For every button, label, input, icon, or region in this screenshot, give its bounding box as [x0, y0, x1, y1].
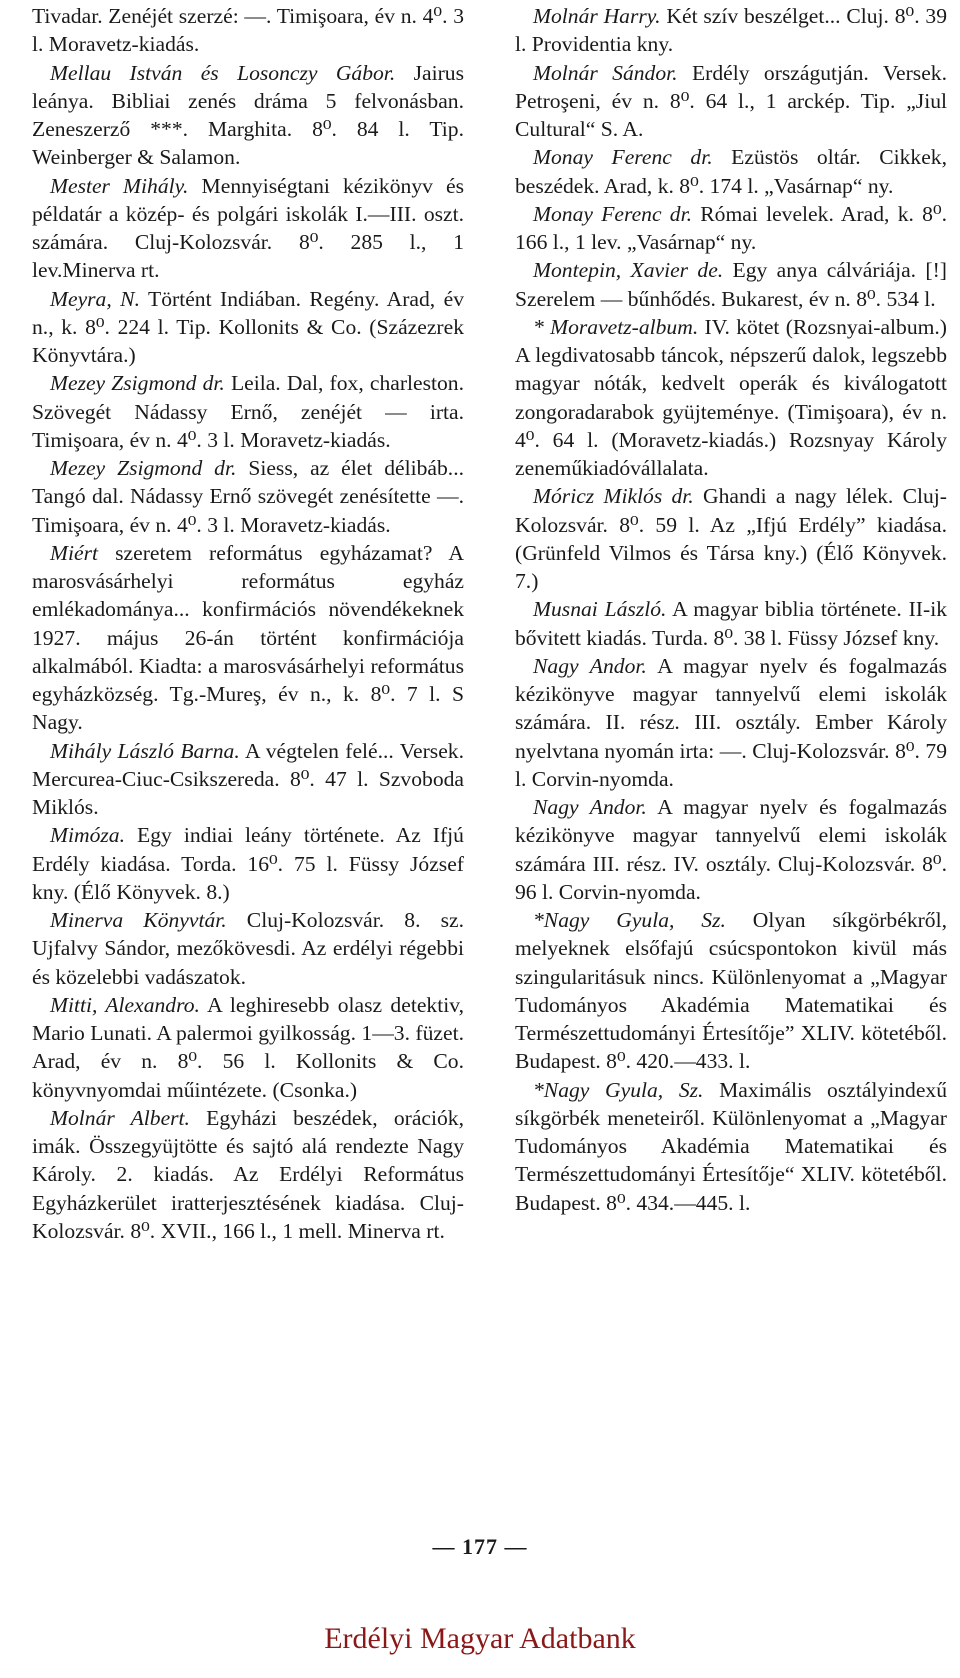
entry-text: Mennyiségtani kézikönyv és példatár a közép- és polgári iskolák I.—III. oszt. számára. Cluj-Kolozsvár. 8⁰. 285 l., 1 lev.Minerva rt. [32, 173, 464, 283]
entry-author: Mezey Zsigmond dr. [50, 456, 237, 480]
entry-author: Mitti, Alexandro. [50, 992, 200, 1017]
entry-author: Miért [50, 540, 98, 565]
entry-text: Jairus leánya. Bibliai zenés dráma 5 felvonásban. Zeneszerző ***. Marghita. 8⁰. 84 l. Tip. Weinberger & Salamon. [32, 60, 464, 170]
bibliography-entry [32, 1104, 464, 1245]
bibliography-entry [32, 821, 464, 906]
page-number: — 177 — [432, 1534, 528, 1559]
entry-text: Tivadar. Zenéjét szerzé: —. Timişoara, év n. 4⁰. 3 l. Moravetz-kiadás. [32, 4, 464, 57]
entry-author: Mihály László Barna. [50, 738, 240, 763]
entry-author: Molnár Sándor. [533, 60, 678, 85]
entry-author: * Moravetz-album. [533, 314, 699, 339]
entry-text: A végtelen felé... Versek. Mercurea-Ciuc-Csikszereda. 8⁰. 47 l. Szvoboda Miklós. [32, 738, 464, 819]
entry-text: Olyan síkgörbékről, melyeknek elsőfajú csúcspontokon kivül más szingularitásuk nincs. Különlenyomat a „Magyar Tudományos Akadémia Matematikai és Természettudományi Értesítője” XLIV. kötetéből. Budapest. 8⁰. 420.—433. l. [515, 908, 947, 1074]
bibliography-entry [32, 59, 464, 172]
entry-author: Meyra, N. [50, 286, 140, 311]
bibliography-entry [515, 143, 947, 200]
entry-text: Két szív beszélget... Cluj. 8⁰. 39 l. Providentia kny. [515, 4, 947, 57]
right-column [515, 2, 947, 1217]
entry-text: Maximális osztályindexű síkgörbék meneteiről. Különlenyomat a „Magyar Tudományos Akadémia Matematikai és Természettudományi Értesítője“ XLIV. kötetéből. Budapest. 8⁰. 434.—445. l. [515, 1077, 947, 1215]
bibliography-entry [515, 2, 947, 59]
bibliography-entry [515, 793, 947, 906]
entry-author: *Nagy Gyula, Sz. [533, 908, 726, 932]
bibliography-entry [32, 991, 464, 1104]
entry-text: Siess, az élet délibáb... Tangó dal. Nádassy Ernő szövegét zenésítette —. Timişoara, év n. 4⁰. 3 l. Moravetz-kiadás. [32, 456, 465, 537]
entry-text: A leghiresebb olasz detektiv, Mario Lunati. A palermoi gyilkosság. 1—3. füzet. Arad, év n. 8⁰. 56 l. Kollonits & Co. könyvnyomdai műintézete. (Csonka.) [32, 992, 464, 1102]
entry-text: A magyar nyelv és fogalmazás kézikönyve magyar tannyelvű elemi iskolák számára. II. rész. III. osztály. Ember Károly nyelvtana nyomán irta: —. Cluj-Kolozsvár. 8⁰. 79 l. Corvin-nyomda. [515, 653, 947, 791]
entry-text: Egy indiai leány története. Az Ifjú Erdély kiadása. Torda. 16⁰. 75 l. Füssy József kny. (Élő Könyvek. 8.) [32, 823, 464, 904]
bibliography-entry [515, 652, 947, 793]
entry-author: Monay Ferenc dr. [533, 145, 713, 170]
entry-text: A magyar nyelv és fogalmazás kézikönyve magyar tannyelvű elemi iskolák számára III. rész. IV. osztály. Cluj-Kolozsvár. 8⁰. 96 l. Corvin-nyomda. [515, 795, 947, 904]
entry-author: Mimóza. [50, 823, 125, 848]
entry-author: *Nagy Gyula, Sz. [533, 1077, 704, 1102]
bibliography-entry [515, 200, 947, 257]
bibliography-entry [32, 539, 464, 737]
bibliography-entry [32, 454, 464, 539]
entry-text: szeretem református egyházamat? A marosvásárhelyi református egyház emlékadománya... konfirmációs növendékeknek 1927. május 26-án történt konfirmációja alkalmából. Kiadta: a marosvásárhelyi református egyházközség. Tg.-Mureş, év n., k. 8⁰. 7 l. S Nagy. [32, 540, 464, 735]
bibliography-entry [515, 906, 947, 1076]
entry-author: Mezey Zsigmond dr. [50, 371, 225, 396]
bibliography-entry [515, 313, 947, 483]
entry-author: Minerva Könyvtár. [50, 908, 227, 932]
bibliography-entry [515, 1076, 947, 1217]
left-column [32, 2, 464, 1245]
footer-brand: Erdélyi Magyar Adatbank [324, 1622, 636, 1655]
entry-author: Monay Ferenc dr. [533, 201, 693, 226]
entry-text: Leila. Dal, fox, charleston. Szövegét Nádassy Ernő, zenéjét — irta. Timişoara, év n. 4⁰. 3 l. Moravetz-kiadás. [32, 371, 464, 452]
entry-text: Ghandi a nagy lélek. Cluj-Kolozsvár. 8⁰. 59 l. Az „Ifjú Erdély” kiadása. (Grünfeld Vilmos és Társa kny.) (Élő Könyvek. 7.) [515, 484, 947, 593]
entry-text: Cluj-Kolozsvár. 8. sz. Ujfalvy Sándor, mezőkövesdi. Az erdélyi régebbi és közelebbi vadászatok. [32, 908, 464, 989]
entry-text: Egyházi beszédek, orációk, imák. Összegyüjtötte és sajtó alá rendezte Nagy Károly. 2. kiadás. Az Erdélyi Református Egyházkerület iratterjesztésének kiadása. Cluj-Kolozsvár. 8⁰. XVII., 166 l., 1 mell. Minerva rt. [32, 1105, 464, 1243]
entry-author: Mellau István és Losonczy Gábor. [50, 60, 396, 85]
entry-author: Musnai László. [533, 597, 667, 622]
entry-author: Nagy Andor. [533, 653, 647, 678]
entry-text: A magyar biblia története. II-ik bővitett kiadás. Turda. 8⁰. 38 l. Füssy József kny. [515, 597, 947, 650]
bibliography-entry [32, 737, 464, 822]
entry-text: Történt Indiában. Regény. Arad, év n., k. 8⁰. 224 l. Tip. Kollonits & Co. (Százezrek Könyvtára.) [32, 286, 464, 367]
bibliography-entry [515, 482, 947, 595]
entry-author: Mester Mihály. [50, 173, 189, 198]
entry-author: Molnár Albert. [50, 1105, 190, 1130]
entry-author: Nagy Andor. [533, 795, 647, 819]
entry-text: IV. kötet (Rozsnyai-album.) A legdivatosabb táncok, népszerű dalok, legszebb magyar nóták, kedvelt operák és kiválogatott zongoradarabok gyüjteménye. (Timişoara), év n. 4⁰. 64 l. (Moravetz-kiadás.) Rozsnyay Károly zeneműkiadóvállalata. [515, 314, 948, 480]
entry-text: Római levelek. Arad, k. 8⁰. 166 l., 1 lev. „Vasárnap“ ny. [515, 201, 947, 254]
entry-text: Egy anya cálváriája. [!] Szerelem — bűnhődés. Bukarest, év n. 8⁰. 534 l. [515, 258, 947, 311]
bibliography-entry [32, 906, 464, 991]
bibliography-entry [32, 172, 464, 285]
entry-author: Móricz Miklós dr. [533, 484, 694, 509]
bibliography-entry [32, 369, 464, 454]
bibliography-entry [515, 595, 947, 652]
bibliography-entry [32, 285, 464, 370]
entry-author: Montepin, Xavier de. [533, 258, 724, 283]
entry-text: Ezüstös oltár. Cikkek, beszédek. Arad, k. 8⁰. 174 l. „Vasárnap“ ny. [515, 145, 947, 198]
bibliography-entry [32, 2, 464, 59]
entry-text: Erdély országutján. Versek. Petroşeni, év n. 8⁰. 64 l., 1 arckép. Tip. „Jiul Cultural“ S. A. [515, 60, 947, 141]
bibliography-entry [515, 256, 947, 313]
entry-author: Molnár Harry. [533, 4, 661, 28]
bibliography-entry [515, 59, 947, 144]
